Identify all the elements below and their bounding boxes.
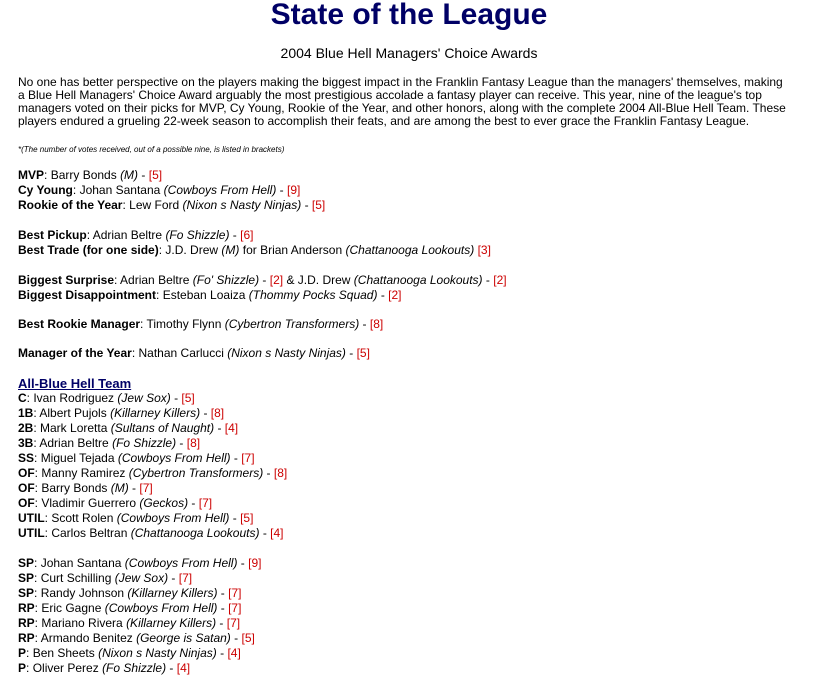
team-name: (Jew Sox) — [114, 571, 169, 585]
position-label: UTIL — [18, 511, 45, 525]
award-line: Biggest Surprise: Adrian Beltre (Fo' Shizzle) - [2] & J.D. Drew (Chattanooga Lookouts) - [2] — [18, 273, 507, 287]
vote-count: [7] — [178, 571, 193, 585]
position-label: P — [18, 646, 27, 660]
vote-count: [8] — [369, 317, 384, 331]
award-line: Best Trade (for one side): J.D. Drew (M) for Brian Anderson (Chattanooga Lookouts) [3] — [18, 243, 491, 257]
roster-line: P: Ben Sheets (Nixon s Nasty Ninjas) - [4] — [18, 646, 241, 660]
position-label: OF — [18, 481, 35, 495]
player-name: Mark Loretta — [40, 421, 108, 435]
player-name: Randy Johnson — [40, 586, 125, 600]
vote-count: [5] — [241, 631, 255, 645]
award-line: Best Pickup: Adrian Beltre (Fo Shizzle) - [6] — [18, 228, 254, 242]
player-name: Albert Pujols — [39, 406, 107, 420]
position-label: OF — [18, 466, 35, 480]
team-name: (Thommy Pocks Squad) — [248, 288, 378, 302]
position-label: OF — [18, 496, 35, 510]
award-label: Best Trade (for one side) — [18, 243, 159, 257]
roster-line: SP: Randy Johnson (Killarney Killers) - [7] — [18, 586, 242, 600]
vote-count: [5] — [311, 198, 326, 212]
vote-count: [7] — [228, 601, 242, 615]
vote-count: [2] — [388, 288, 402, 302]
team-name: (Chattanooga Lookouts) — [130, 526, 260, 540]
vote-count: [5] — [148, 168, 163, 182]
team-name: (Chattanooga Lookouts) — [353, 273, 483, 287]
vote-count: [5] — [356, 346, 370, 360]
team-name: (Cowboys From Hell) — [163, 183, 277, 197]
team-name: (Cybertron Transformers) — [128, 466, 264, 480]
roster-line: 2B: Mark Loretta (Sultans of Naught) - [4] — [18, 421, 239, 435]
vote-count: [2] — [269, 273, 284, 287]
team-name: (Fo Shizzle) — [102, 661, 167, 675]
vote-count: [8] — [210, 406, 225, 420]
team-name: (Nixon s Nasty Ninjas) — [227, 346, 346, 360]
team-name: (Nixon s Nasty Ninjas) — [182, 198, 302, 212]
position-label: P — [18, 661, 27, 675]
player-name: Carlos Beltran — [51, 526, 128, 540]
all-blue-hell-team-heading: All-Blue Hell Team — [18, 376, 132, 391]
intro-paragraph: No one has better perspective on the players making the biggest impact in the Franklin Fantasy League than the managers' themselves, making a Blue Hell Managers' Choice Award arguably the most prestigious accolade a fantasy player can receive. This year, nine of the league's top managers voted on their picks for MVP, Cy Young, Rookie of the Year, and other honors, along with the complete 2004 All-Blue Hell Team. These players endured a grueling 22-week season to accomplish their feats, and are among the best to ever grace the Franklin Fantasy League. — [18, 75, 786, 128]
award-line: Biggest Disappointment: Esteban Loaiza (Thommy Pocks Squad) - [2] — [18, 288, 402, 302]
page-subtitle: 2004 Blue Hell Managers' Choice Awards — [280, 45, 538, 61]
player-name: Oliver Perez — [32, 661, 99, 675]
position-label: 2B — [18, 421, 34, 435]
vote-count: [8] — [273, 466, 288, 480]
position-label: RP — [18, 631, 35, 645]
position-label: SS — [18, 451, 35, 465]
player-name: Timothy Flynn — [146, 317, 222, 331]
roster-line: OF: Vladimir Guerrero (Geckos) - [7] — [18, 496, 213, 510]
award-label: Rookie of the Year — [18, 198, 123, 212]
team-name: (Cowboys From Hell) — [124, 556, 238, 570]
player-name: Barry Bonds — [50, 168, 117, 182]
roster-line: OF: Barry Bonds (M) - [7] — [18, 481, 153, 495]
award-label: Best Pickup — [18, 228, 87, 242]
team-name: (Cowboys From Hell) — [104, 601, 218, 615]
player-name: Johan Santana — [79, 183, 161, 197]
roster-line: C: Ivan Rodriguez (Jew Sox) - [5] — [18, 391, 195, 405]
vote-count: [7] — [139, 481, 153, 495]
award-line: Cy Young: Johan Santana (Cowboys From Hell) - [9] — [18, 183, 301, 197]
player-name: Scott Rolen — [51, 511, 114, 525]
position-label: SP — [18, 586, 35, 600]
page-title: State of the League — [270, 0, 548, 31]
position-label: 1B — [18, 406, 34, 420]
player-name: Barry Bonds — [41, 481, 108, 495]
vote-count: [7] — [228, 586, 242, 600]
team-name: (Killarney Killers) — [110, 406, 201, 420]
team-name: (Cybertron Transformers) — [224, 317, 360, 331]
player-name: Ben Sheets — [32, 646, 95, 660]
vote-count: [6] — [240, 228, 254, 242]
position-label: C — [18, 391, 27, 405]
roster-line: UTIL: Scott Rolen (Cowboys From Hell) - [5] — [18, 511, 254, 525]
player-name: Ivan Rodriguez — [33, 391, 115, 405]
roster-line: UTIL: Carlos Beltran (Chattanooga Lookouts) - [4] — [18, 526, 284, 540]
position-label: RP — [18, 616, 35, 630]
award-label: Cy Young — [18, 183, 73, 197]
player-name: Manny Ramirez — [41, 466, 126, 480]
roster-line: 3B: Adrian Beltre (Fo Shizzle) - [8] — [18, 436, 201, 450]
player-name: & J.D. Drew — [286, 273, 351, 287]
team-name: (Geckos) — [139, 496, 189, 510]
player-name: Curt Schilling — [40, 571, 112, 585]
award-line: Rookie of the Year: Lew Ford (Nixon s Nasty Ninjas) - [5] — [18, 198, 326, 212]
position-label: UTIL — [18, 526, 45, 540]
player-name: Mariano Rivera — [41, 616, 123, 630]
votes-note: *(The number of votes received, out of a possible nine, is listed in brackets) — [18, 145, 285, 154]
player-name: Lew Ford — [129, 198, 180, 212]
team-name: (Cowboys From Hell) — [117, 451, 231, 465]
award-label: Manager of the Year — [18, 346, 132, 360]
player-name: J.D. Drew — [165, 243, 219, 257]
vote-count: [9] — [287, 183, 301, 197]
roster-line: RP: Eric Gagne (Cowboys From Hell) - [7] — [18, 601, 242, 615]
position-label: 3B — [18, 436, 34, 450]
team-name: (Nixon s Nasty Ninjas) — [98, 646, 217, 660]
vote-count: [8] — [186, 436, 201, 450]
roster-line: SP: Johan Santana (Cowboys From Hell) - [9] — [18, 556, 262, 570]
roster-line: SS: Miguel Tejada (Cowboys From Hell) - [7] — [18, 451, 255, 465]
vote-count: [3] — [477, 243, 491, 257]
player-name: Esteban Loaiza — [162, 288, 246, 302]
roster-line: OF: Manny Ramirez (Cybertron Transformers) - [8] — [18, 466, 288, 480]
player-name: Adrian Beltre — [39, 436, 109, 450]
roster-line: SP: Curt Schilling (Jew Sox) - [7] — [18, 571, 193, 585]
vote-count: [5] — [181, 391, 195, 405]
position-label: SP — [18, 571, 35, 585]
team-name: (Fo Shizzle) — [112, 436, 177, 450]
team-name: (M) — [120, 168, 139, 182]
vote-count: [7] — [226, 616, 241, 630]
team-name: (Sultans of Naught) — [110, 421, 215, 435]
position-label: SP — [18, 556, 35, 570]
team-name: (Fo Shizzle) — [165, 228, 230, 242]
player-name: Eric Gagne — [41, 601, 102, 615]
team-name: (Fo' Shizzle) — [192, 273, 260, 287]
roster-line: 1B: Albert Pujols (Killarney Killers) - [8] — [18, 406, 225, 420]
vote-count: [4] — [227, 646, 241, 660]
award-label: Best Rookie Manager — [18, 317, 141, 331]
award-line: Best Rookie Manager: Timothy Flynn (Cybertron Transformers) - [8] — [18, 317, 384, 331]
team-name: (Jew Sox) — [117, 391, 171, 405]
award-label: Biggest Disappointment — [18, 288, 157, 302]
vote-count: [9] — [248, 556, 262, 570]
trade-detail: for Brian Anderson — [242, 243, 343, 257]
roster-line: P: Oliver Perez (Fo Shizzle) - [4] — [18, 661, 191, 675]
team-name: (Killarney Killers) — [126, 616, 217, 630]
vote-count: [4] — [176, 661, 191, 675]
team-name: (George is Satan) — [136, 631, 231, 645]
team-name: (Killarney Killers) — [127, 586, 218, 600]
team-name: (M) — [110, 481, 129, 495]
roster-line: RP: Armando Benitez (George is Satan) - [5] — [18, 631, 255, 645]
team-name: (Chattanooga Lookouts) — [345, 243, 475, 257]
vote-count: [5] — [240, 511, 254, 525]
vote-count: [7] — [241, 451, 255, 465]
vote-count: [4] — [224, 421, 239, 435]
player-name: Nathan Carlucci — [138, 346, 224, 360]
player-name: Vladimir Guerrero — [41, 496, 137, 510]
player-name: Adrian Beltre — [120, 273, 190, 287]
award-label: Biggest Surprise — [18, 273, 115, 287]
team-name: (Cowboys From Hell) — [116, 511, 230, 525]
vote-count: [2] — [493, 273, 507, 287]
player-name: Miguel Tejada — [40, 451, 115, 465]
award-line: MVP: Barry Bonds (M) - [5] — [18, 168, 163, 182]
award-label: MVP — [18, 168, 45, 182]
team-name: (M) — [221, 243, 240, 257]
vote-count: [4] — [270, 526, 284, 540]
vote-count: [7] — [198, 496, 213, 510]
roster-line: RP: Mariano Rivera (Killarney Killers) - [7] — [18, 616, 241, 630]
position-label: RP — [18, 601, 35, 615]
player-name: Johan Santana — [40, 556, 122, 570]
player-name: Armando Benitez — [40, 631, 133, 645]
award-line: Manager of the Year: Nathan Carlucci (Nixon s Nasty Ninjas) - [5] — [18, 346, 370, 360]
player-name: Adrian Beltre — [92, 228, 163, 242]
